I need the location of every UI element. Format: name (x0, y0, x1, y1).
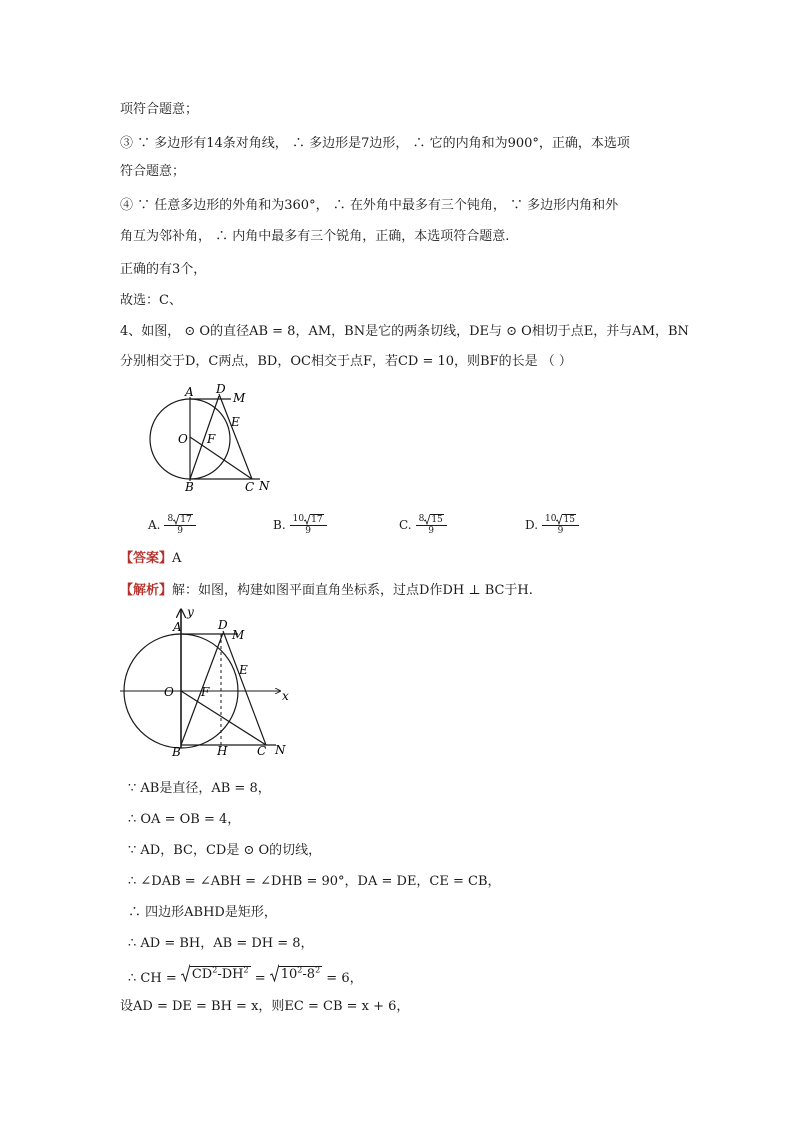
coef: 10 (292, 513, 305, 524)
sqrt-sign (181, 964, 190, 982)
solution-step: ∴ AD = BH，AB = DH = 8， (128, 936, 314, 951)
coef: 8 (418, 513, 425, 524)
text-line: ③ ∵ 多边形有14条对角线， ∴ 多边形是7边形， ∴ 它的内角和为900°，正确，本选项 (120, 136, 630, 151)
denominator: 9 (164, 525, 195, 537)
solution-step: ∴ OA = OB = 4， (128, 812, 241, 827)
label-a: A (185, 385, 194, 399)
tangent-dc (223, 631, 266, 745)
formula-suffix: = 6， (322, 971, 363, 986)
radicand: 17 (180, 514, 192, 525)
sqrt-sign (270, 964, 279, 982)
option-a (148, 510, 194, 540)
label-f: F (201, 685, 210, 699)
option-d (525, 510, 577, 540)
radicand-part: 10 (280, 967, 298, 982)
label-e: E (239, 663, 248, 677)
sqrt-expression-2 (270, 964, 322, 982)
analysis-line (120, 582, 533, 600)
label-n: N (259, 479, 270, 492)
option-fraction (166, 514, 193, 537)
text-line: 故选：C、 (120, 293, 182, 308)
option-label: B. (273, 518, 286, 532)
label-b: B (185, 480, 194, 492)
denominator: 9 (290, 525, 327, 537)
denominator: 9 (416, 525, 447, 537)
text-line: 角互为邻补角， ∴ 内角中最多有三个锐角，正确，本选项符合题意. (120, 229, 510, 244)
text-line: 项符合题意； (120, 102, 199, 117)
coef: 8 (167, 513, 174, 524)
label-f: F (207, 432, 216, 446)
geometry-figure-2 (118, 604, 298, 760)
analysis-text: 解：如图，构建如图平面直角坐标系，过点D作DH ⊥ BC于H. (172, 583, 533, 598)
solution-step: ∴ ∠DAB = ∠ABH = ∠DHB = 90°，DA = DE，CE = CB， (128, 874, 501, 889)
solution-step: ∵ AD，BC，CD是 ⊙ O的切线， (128, 843, 322, 858)
option-label: C. (399, 518, 412, 532)
coef: 10 (545, 513, 557, 524)
option-fraction (544, 514, 577, 537)
exponent: 2 (243, 965, 249, 975)
segment-oc (190, 437, 252, 479)
solution-step-formula (128, 964, 363, 990)
label-o: O (164, 685, 174, 699)
tangent-dc (219, 394, 252, 479)
label-o: O (178, 432, 188, 446)
segment-oc (181, 691, 266, 745)
question-text: 4、如图， ⊙ O的直径AB = 8，AM，BN是它的两条切线，DE与 ⊙ O相切于点E，并与AM，BN (120, 324, 689, 339)
label-b: B (172, 745, 181, 759)
label-n: N (275, 743, 286, 757)
sqrt-expression-1 (181, 964, 251, 982)
answer-value: A (172, 551, 182, 566)
geometry-figure-1 (145, 382, 275, 492)
radicand: 15 (431, 514, 443, 525)
radicand: 17 (311, 514, 323, 525)
solution-step: 设AD = DE = BH = x，则EC = CB = x + 6， (120, 999, 410, 1014)
label-y: y (187, 605, 194, 619)
label-h: H (217, 744, 228, 758)
option-label: D. (525, 518, 539, 532)
radicand-part: CD (191, 967, 213, 982)
label-m: M (233, 391, 246, 405)
radicand-part: -DH (217, 967, 244, 982)
analysis-tag: 【解析】 (120, 583, 173, 598)
label-m: M (232, 628, 245, 642)
label-d: D (216, 382, 226, 396)
formula-prefix: ∴ CH = (128, 971, 181, 986)
label-x: x (282, 689, 289, 703)
exponent: 2 (315, 965, 321, 975)
exponent: 2 (297, 965, 303, 975)
equals: = (250, 971, 270, 986)
label-a: A (173, 620, 182, 634)
text-line: ④ ∵ 任意多边形的外角和为360°， ∴ 在外角中最多有三个钝角， ∵ 多边形内角和外 (120, 198, 619, 213)
label-c: C (257, 744, 267, 758)
solution-step: ∵ AB是直径，AB = 8， (128, 781, 271, 796)
label-c: C (245, 480, 255, 492)
question-text: 分别相交于D，C两点，BD，OC相交于点F，若CD = 10，则BF的长是 （ ） (120, 354, 572, 369)
radicand: 15 (563, 514, 575, 525)
option-b (273, 510, 325, 540)
option-c (399, 510, 445, 540)
text-line: 正确的有3个， (120, 262, 207, 277)
radicand-part: -8 (302, 967, 316, 982)
option-fraction (292, 514, 325, 537)
exponent: 2 (212, 965, 218, 975)
answer-tag: 【答案】 (120, 551, 173, 566)
label-e: E (231, 415, 240, 429)
option-label: A. (148, 518, 161, 532)
answer-line (120, 550, 181, 568)
solution-step: ∴ 四边形ABHD是矩形， (128, 905, 277, 920)
label-d: D (218, 618, 228, 632)
answer-options (148, 510, 608, 540)
option-fraction (418, 514, 445, 537)
denominator: 9 (542, 525, 579, 537)
text-line: 符合题意； (120, 164, 186, 179)
